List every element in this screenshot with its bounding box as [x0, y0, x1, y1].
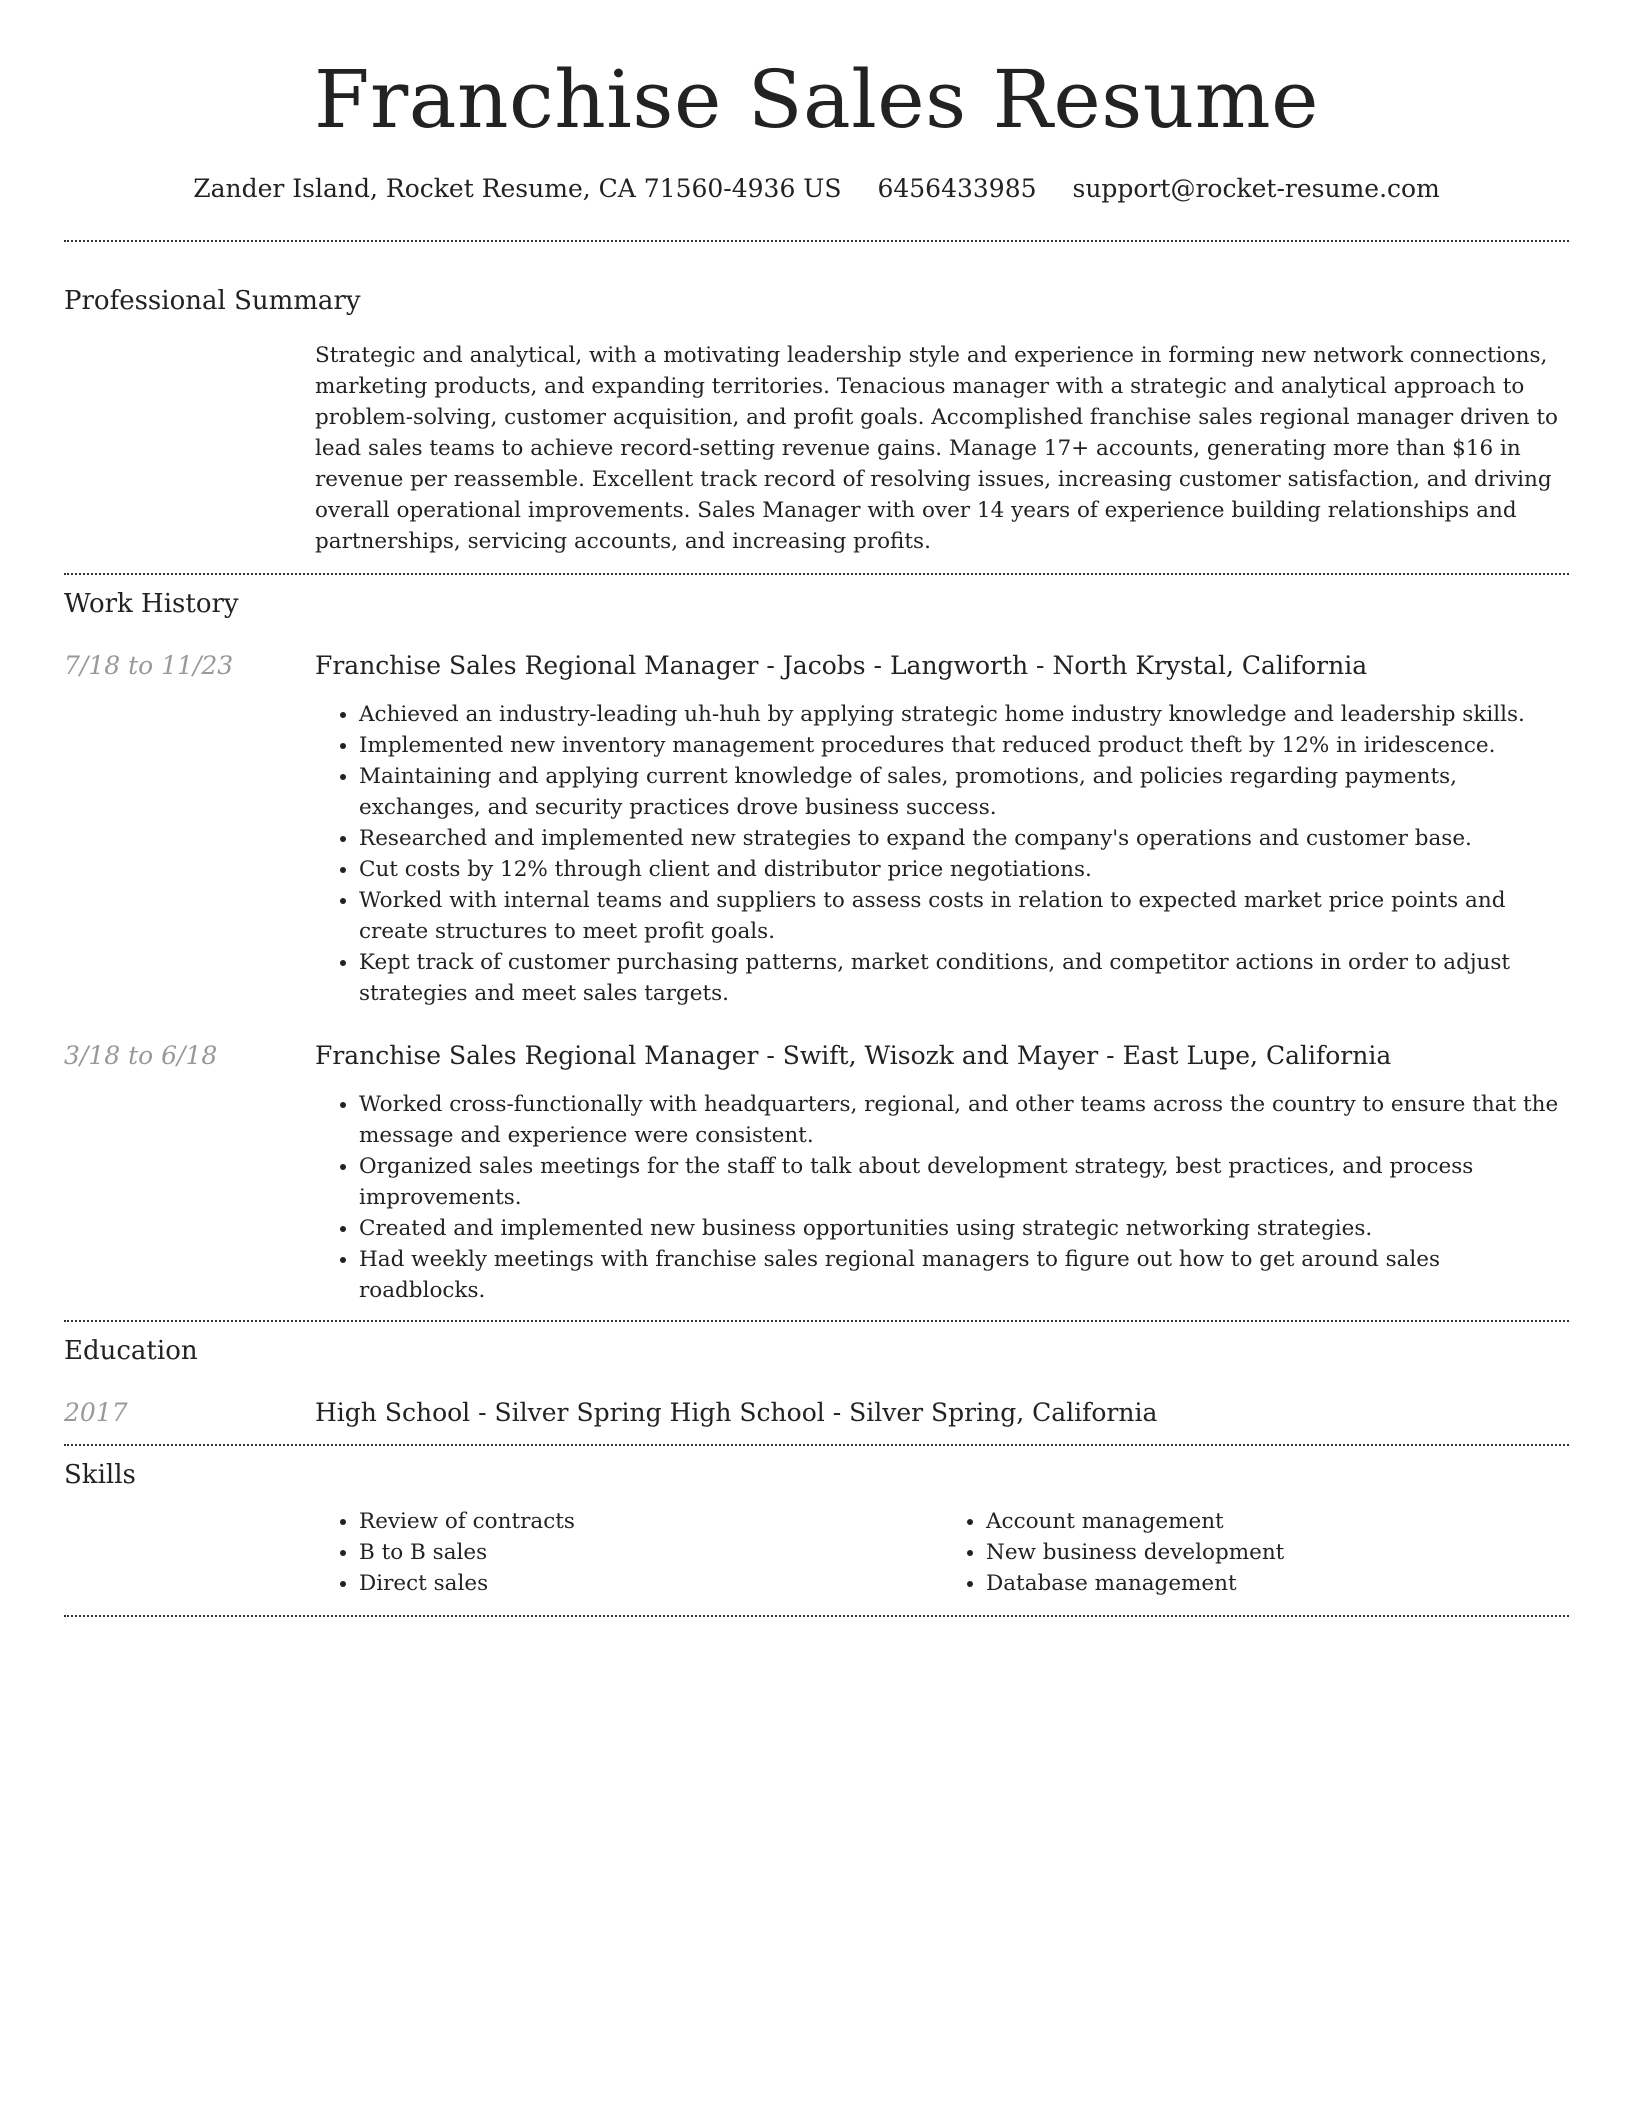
summary-heading: Professional Summary [64, 286, 361, 316]
job-header [64, 649, 1569, 683]
resume-header [64, 0, 1569, 206]
skills-section [64, 1458, 1569, 1615]
education-heading: Education [64, 1336, 198, 1366]
skill-item: • Direct sales [359, 1568, 942, 1599]
divider [64, 573, 1569, 575]
contact-email: support@rocket-resume.com [1072, 174, 1440, 203]
skills-column-right [942, 1506, 1569, 1599]
resume-title: Franchise Sales Resume [314, 53, 1319, 146]
education-section [64, 1334, 1569, 1444]
work-history-heading: Work History [64, 589, 239, 619]
job-bullet: • Achieved an industry-leading uh-huh by applying strategic home industry knowledge and leadership skills. [359, 699, 1569, 730]
divider [64, 1615, 1569, 1617]
divider [64, 240, 1569, 242]
job-title: Franchise Sales Regional Manager - Swift, Wisozk and Mayer - East Lupe, California [315, 1041, 1392, 1070]
job-entry [64, 649, 1569, 1009]
skill-item: • B to B sales [359, 1537, 942, 1568]
job-header [64, 1039, 1569, 1073]
job-bullet: • Cut costs by 12% through client and distributor price negotiations. [359, 854, 1569, 885]
job-bullet: • Implemented new inventory management procedures that reduced product theft by 12% in iridescence. [359, 730, 1569, 761]
job-bullet: • Researched and implemented new strategies to expand the company's operations and customer base. [359, 823, 1569, 854]
job-bullet: • Organized sales meetings for the staff to talk about development strategy, best practices, and process improvements. [359, 1151, 1569, 1213]
spacer [64, 1306, 1569, 1320]
skill-item: • Database management [986, 1568, 1569, 1599]
divider [64, 1444, 1569, 1446]
education-date: 2017 [64, 1398, 128, 1427]
education-entry [64, 1396, 1569, 1444]
skill-item: • Review of contracts [359, 1506, 942, 1537]
skill-item: • Account management [986, 1506, 1569, 1537]
job-bullet: • Maintaining and applying current knowledge of sales, promotions, and policies regarding payments, exchanges, and security practices drove business success. [359, 761, 1569, 823]
job-bullet: • Worked with internal teams and suppliers to assess costs in relation to expected market price points and create structures to meet profit goals. [359, 885, 1569, 947]
job-bullet: • Created and implemented new business opportunities using strategic networking strategies. [359, 1213, 1569, 1244]
job-bullets [315, 1089, 1569, 1306]
job-date: 7/18 to 11/23 [64, 651, 234, 680]
contact-address: Zander Island, Rocket Resume, CA 71560-4936 US [193, 174, 842, 203]
job-date: 3/18 to 6/18 [64, 1041, 218, 1070]
resume-page [64, 0, 1569, 1617]
skills-heading: Skills [64, 1460, 136, 1490]
divider [64, 1320, 1569, 1322]
contact-line [64, 172, 1569, 206]
contact-phone: 6456433985 [877, 174, 1037, 203]
summary-section [64, 284, 1569, 573]
job-entry [64, 1039, 1569, 1306]
skills-column-left [315, 1506, 942, 1599]
job-bullet: • Worked cross-functionally with headquarters, regional, and other teams across the country to ensure that the message and experience were consistent. [359, 1089, 1569, 1151]
job-bullet: • Kept track of customer purchasing patterns, market conditions, and competitor actions in order to adjust strategies and meet sales targets. [359, 947, 1569, 1009]
job-title: Franchise Sales Regional Manager - Jacobs - Langworth - North Krystal, California [315, 651, 1368, 680]
education-title: High School - Silver Spring High School - Silver Spring, California [315, 1398, 1158, 1427]
job-bullets [315, 699, 1569, 1009]
job-bullet: • Had weekly meetings with franchise sales regional managers to figure out how to get around sales roadblocks. [359, 1244, 1569, 1306]
work-history-section [64, 587, 1569, 1320]
skills-list [315, 1506, 1569, 1615]
summary-text: Strategic and analytical, with a motivating leadership style and experience in forming new network connections, marketing products, and expanding territories. Tenacious manager with a strategic and analytical approach to problem-solving, customer acquisition, and profit goals. Accomplished franchise sales regional manager driven to lead sales teams to achieve record-setting revenue gains. Manage 17+ accounts, generating more than $16 in revenue per reassemble. Excellent track record of resolving issues, increasing customer satisfaction, and driving overall operational improvements. Sales Manager with over 14 years of experience building relationships and partnerships, servicing accounts, and increasing profits. [315, 343, 1558, 554]
skill-item: • New business development [986, 1537, 1569, 1568]
